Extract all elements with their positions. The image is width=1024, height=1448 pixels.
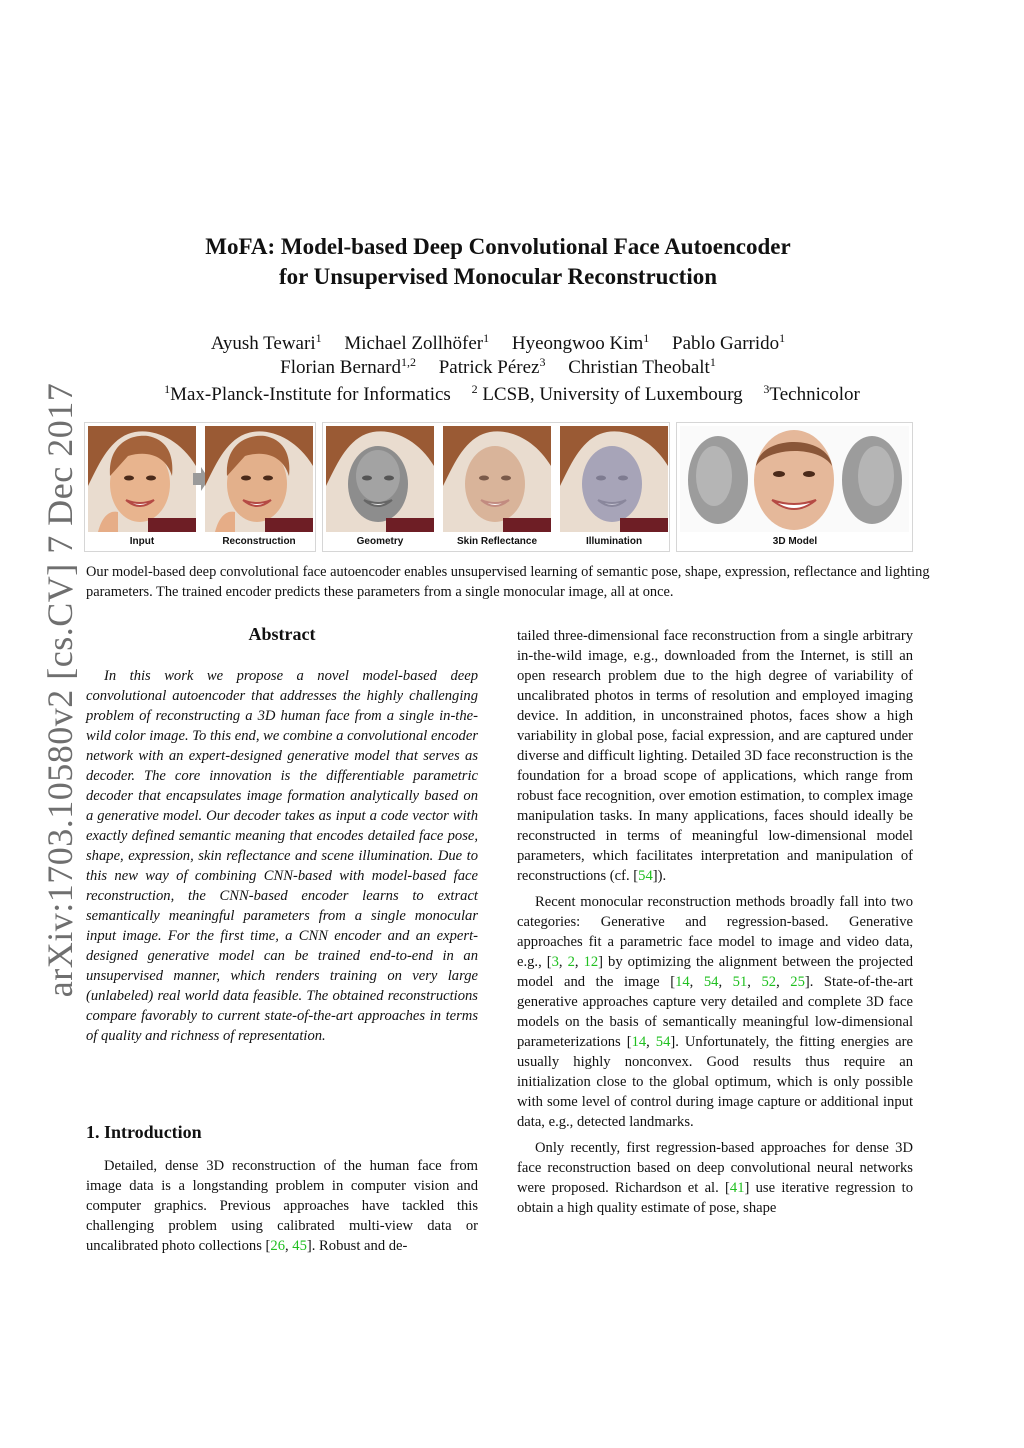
- label-geometry: Geometry: [356, 536, 404, 547]
- author: Hyeongwoo Kim$^1$: [511, 331, 650, 354]
- geometry-face-image: [326, 426, 434, 532]
- citation-link[interactable]: 54: [703, 974, 719, 990]
- authors-line-1: [90, 332, 906, 356]
- reconstruction-face-image: [205, 426, 313, 532]
- author: Ayush Tewari$^1$: [210, 331, 322, 354]
- label-input: Input: [129, 536, 155, 547]
- author: Pablo Garrido$^1$: [672, 331, 786, 354]
- intro-paragraph-2: Recent monocular reconstruction methods broadly fall into two categories: Generative and regression-based. Generative approaches fit a parametric face model to image and video data, e.g., [3, 2, 12] by optimizing the alignment between the projected model and the image [14, 54, 51, 52, 25]. State-of-the-art generative approaches capture very detailed and complete 3D face models on the basis of semantically meaningful low-dimensional parameterizations [14, 54]. Unfortunately, the fitting energies are usually highly nonconvex. Good results thus require an initialization close to the global optimum, which is only possible with some level of control during image capture or additional input data, e.g., detected landmarks.: [517, 894, 914, 1130]
- intro-left-column: [86, 1156, 478, 1256]
- author: Florian Bernard$^{1,2}$: [280, 355, 416, 378]
- affiliation: $^2$ LCSB, University of Luxembourg: [471, 382, 743, 405]
- intro-paragraph-3: Only recently, first regression-based approaches for dense 3D face reconstruction based on deep convolutional neural networks were proposed. Richardson et al. [41] use iterative regression to obtain a high quality estimate of pose, shape: [517, 1140, 914, 1216]
- label-illumination: Illumination: [585, 536, 643, 547]
- citation-link[interactable]: 25: [790, 974, 805, 990]
- authors-line-2: [90, 356, 906, 380]
- abstract-heading: Abstract: [248, 624, 316, 644]
- citation-link[interactable]: 54: [638, 868, 653, 884]
- label-reconstruction: Reconstruction: [222, 536, 296, 547]
- citation-link[interactable]: 12: [583, 954, 599, 970]
- teaser-panel-3d-model: [676, 422, 913, 552]
- label-3d-model: 3D Model: [772, 536, 818, 547]
- citation-link[interactable]: 51: [732, 974, 748, 990]
- teaser-panel-input-recon: [84, 422, 316, 552]
- skin-reflectance-face-image: [443, 426, 551, 532]
- citation-link[interactable]: 41: [729, 1180, 745, 1196]
- abstract-text: In this work we propose a novel model-based deep convolutional autoencoder that addresses the highly challenging problem of reconstructing a 3D human face from a single in-the-wild color image. To this end, we combine a convolutional encoder network with an expert-designed generative model that serves as decoder. The core innovation is the differentiable parametric decoder that encapsulates image formation analytically based on a generative model. Our decoder takes as input a code vector with exactly defined semantic meaning that encodes detailed face pose, shape, expression, skin reflectance and scene illumination. Due to this new way of combining CNN-based with model-based face reconstruction, the CNN-based encoder learns to extract semantically meaningful parameters from a single monocular input image. For the first time, a CNN encoder and an expert-designed generative model can be trained end-to-end in an unsupervised manner, which renders training on very large (unlabeled) real world data feasible. The obtained reconstructions compare favorably to current state-of-the-art approaches in terms of quality and richness of representation.: [86, 668, 478, 1044]
- teaser-panel-components: [322, 422, 670, 552]
- author: Christian Theobalt$^1$: [568, 355, 716, 378]
- citation-link[interactable]: 14: [631, 1034, 647, 1050]
- author: Michael Zollhöfer$^1$: [344, 331, 490, 354]
- intro-paragraph-1-cont: tailed three-dimensional face reconstruction from a single arbitrary in-the-wild image, e.g., downloaded from the Internet, is still an open research problem due to the high degree of variability of uncalibrated photos in terms of resolution and employed imaging device. In addition, in unconstrained photos, faces show a high variability in global pose, facial expression, and are captured under diverse and difficult lighting. Detailed 3D face reconstruction is the foundation for a broad scope of applications, which range from robust face recognition, over emotion estimation, to complex image manipulation tasks. In many applications, faces should ideally be reconstructed in terms of meaningful low-dimensional model parameters, which facilitates interpretation and manipulation of reconstructions (cf. [54]).: [517, 628, 913, 884]
- input-face-image: [88, 426, 196, 532]
- citation-link[interactable]: 14: [675, 974, 690, 990]
- citation-link[interactable]: 54: [655, 1034, 671, 1050]
- citation-link[interactable]: 3: [551, 954, 559, 970]
- 3d-model-image: [680, 426, 909, 537]
- affiliations: [80, 383, 944, 407]
- figure-caption: Our model-based deep convolutional face autoencoder enables unsupervised learning of semantic pose, shape, expression, reflectance and lighting parameters. The trained encoder predicts these parameters from a single monocular image, all at once.: [86, 564, 930, 600]
- citation-link[interactable]: 45: [292, 1238, 307, 1254]
- section-heading-introduction: 1. Introduction: [86, 1122, 202, 1142]
- intro-right-column: [517, 626, 913, 1218]
- abstract-body: [86, 666, 478, 1046]
- title-line-2: for Unsupervised Monocular Reconstruction: [278, 264, 718, 289]
- title-line-1: MoFA: Model-based Deep Convolutional Face Autoencoder: [205, 234, 791, 259]
- citation-link[interactable]: 52: [761, 974, 777, 990]
- arxiv-side-label: arXiv:1703.10580v2 [cs.CV] 7 Dec 2017: [40, 382, 80, 998]
- paper-title: [110, 232, 886, 292]
- citation-link[interactable]: 26: [270, 1238, 285, 1254]
- label-skin-reflectance: Skin Reflectance: [456, 536, 538, 547]
- affiliation: $^1$Max-Planck-Institute for Informatics: [164, 382, 451, 405]
- affiliation: $^3$Technicolor: [763, 382, 860, 405]
- intro-paragraph-1: Detailed, dense 3D reconstruction of the human face from image data is a longstanding problem in computer vision and computer graphics. Previous approaches have tackled this challenging problem using calibrated multi-view data or uncalibrated photo collections [26, 45]. Robust and de-: [86, 1158, 478, 1254]
- citation-link[interactable]: 2: [567, 954, 575, 970]
- illumination-face-image: [560, 426, 668, 532]
- author: Patrick Pérez$^3$: [438, 355, 546, 378]
